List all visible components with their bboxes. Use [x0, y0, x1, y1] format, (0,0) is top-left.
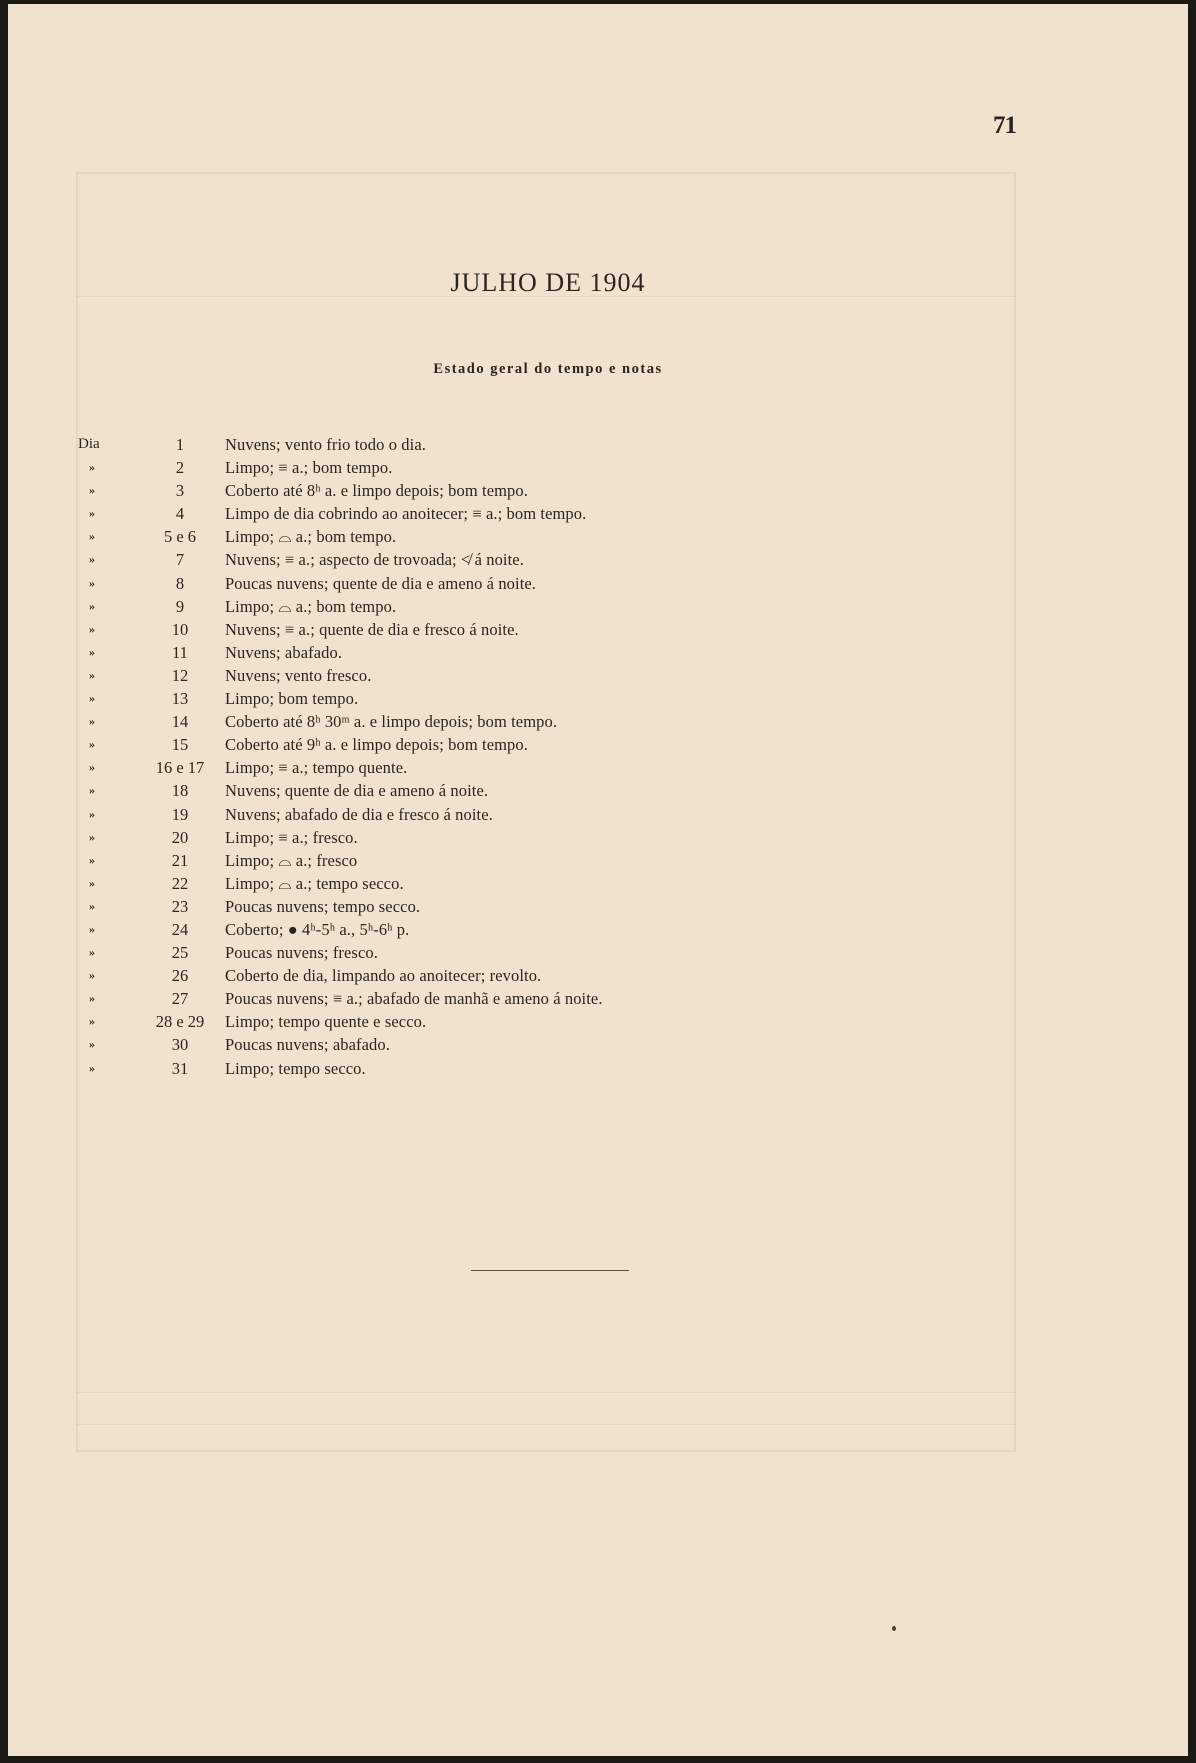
ditto-mark: » — [89, 506, 95, 521]
ditto-mark: » — [89, 991, 95, 1006]
list-item — [78, 941, 978, 964]
list-item — [78, 572, 978, 595]
ditto-mark: » — [89, 529, 95, 544]
paper-speck — [892, 1626, 896, 1631]
day-number: 9 — [175, 596, 185, 616]
weather-note: Nuvens; abafado de dia e fresco á noite. — [225, 804, 493, 824]
list-item — [78, 964, 978, 987]
day-number: 30 — [171, 1035, 189, 1055]
day-number: 7 — [175, 550, 185, 570]
weather-note: Limpo; ⌓ a.; bom tempo. — [225, 596, 397, 616]
day-number: 18 — [171, 781, 189, 801]
ditto-mark: » — [89, 575, 95, 590]
list-item — [78, 826, 978, 849]
ditto-mark: » — [89, 945, 95, 960]
day-number: 20 — [171, 827, 189, 847]
weather-note: Poucas nuvens; quente de dia e ameno á noite. — [225, 573, 537, 593]
weather-note: Coberto de dia, limpando ao anoitecer; revolto. — [225, 966, 542, 986]
page-number: 71 — [993, 112, 1016, 139]
list-item — [78, 687, 978, 710]
ditto-mark: » — [89, 829, 95, 844]
ditto-mark: » — [89, 898, 95, 913]
day-number: 8 — [175, 573, 185, 593]
ditto-mark: » — [89, 483, 95, 498]
weather-note: Poucas nuvens; ≡ a.; abafado de manhã e ameno á noite. — [225, 989, 603, 1009]
ditto-mark: » — [89, 598, 95, 613]
ditto-mark: » — [89, 760, 95, 775]
ditto-mark: » — [89, 1060, 95, 1075]
list-item — [78, 456, 978, 479]
day-number: 16 e 17 — [155, 758, 205, 778]
day-number: 1 — [175, 435, 185, 454]
list-item — [78, 502, 978, 525]
weather-note: Poucas nuvens; tempo secco. — [225, 896, 421, 916]
day-number: 12 — [171, 665, 189, 685]
weather-note: Limpo; ≡ a.; tempo quente. — [225, 758, 408, 778]
weather-note: Poucas nuvens; fresco. — [225, 943, 378, 963]
ditto-mark: » — [89, 737, 95, 752]
list-item — [78, 779, 978, 802]
document-page — [8, 4, 1188, 1756]
day-number: 2 — [175, 458, 185, 478]
weather-notes-list — [78, 433, 978, 1080]
list-item — [78, 987, 978, 1010]
weather-note: Limpo; ⌓ a.; bom tempo. — [225, 527, 397, 547]
ditto-mark: » — [89, 1037, 95, 1052]
weather-note: Limpo; tempo secco. — [225, 1058, 366, 1078]
weather-note: Limpo; tempo quente e secco. — [225, 1012, 427, 1032]
list-item — [78, 433, 978, 456]
weather-note: Nuvens; ≡ a.; aspecto de trovoada; ≮ á noite. — [225, 550, 524, 570]
list-item — [78, 733, 978, 756]
list-item — [78, 641, 978, 664]
day-number: 28 e 29 — [155, 1012, 205, 1032]
list-item — [78, 849, 978, 872]
list-item — [78, 618, 978, 641]
ditto-mark: » — [89, 621, 95, 636]
weather-note: Nuvens; vento frio todo o dia. — [225, 435, 426, 454]
day-number: 5 e 6 — [163, 527, 197, 547]
day-number: 14 — [171, 712, 189, 732]
list-item — [78, 872, 978, 895]
day-number: 22 — [171, 873, 189, 893]
ditto-mark: » — [89, 875, 95, 890]
ditto-mark: » — [89, 644, 95, 659]
day-number: 15 — [171, 735, 189, 755]
weather-note: Nuvens; quente de dia e ameno á noite. — [225, 781, 489, 801]
list-item — [78, 756, 978, 779]
weather-note: Limpo; bom tempo. — [225, 689, 359, 709]
day-number: 3 — [175, 481, 185, 501]
list-item — [78, 525, 978, 548]
weather-note: Limpo; ≡ a.; bom tempo. — [225, 458, 393, 478]
weather-note: Limpo de dia cobrindo ao anoitecer; ≡ a.; bom tempo. — [225, 504, 587, 524]
weather-note: Coberto até 8ʰ 30ᵐ a. e limpo depois; bom tempo. — [225, 712, 558, 732]
list-item — [78, 1057, 978, 1080]
list-item — [78, 1010, 978, 1033]
day-number: 10 — [171, 619, 189, 639]
ditto-mark: » — [89, 667, 95, 682]
weather-note: Coberto; ● 4ʰ-5ʰ a., 5ʰ-6ʰ p. — [225, 919, 410, 939]
list-item — [78, 595, 978, 618]
show-through-line — [76, 1424, 1016, 1425]
day-number: 27 — [171, 989, 189, 1009]
day-number: 26 — [171, 966, 189, 986]
list-item — [78, 479, 978, 502]
weather-note: Nuvens; vento fresco. — [225, 665, 372, 685]
ditto-mark: » — [89, 806, 95, 821]
weather-note: Coberto até 9ʰ a. e limpo depois; bom tempo. — [225, 735, 528, 755]
list-item — [78, 664, 978, 687]
weather-note: Nuvens; ≡ a.; quente de dia e fresco á noite. — [225, 619, 519, 639]
day-number: 13 — [171, 689, 189, 709]
ditto-mark: » — [89, 783, 95, 798]
day-number: 4 — [175, 504, 185, 524]
weather-note: Limpo; ⌓ a.; tempo secco. — [225, 873, 404, 893]
day-number: 11 — [172, 642, 188, 662]
day-number: 31 — [171, 1058, 189, 1078]
list-item — [78, 918, 978, 941]
ditto-mark: » — [89, 1014, 95, 1029]
weather-note: Coberto até 8ʰ a. e limpo depois; bom tempo. — [225, 481, 528, 501]
list-item — [78, 548, 978, 571]
ditto-mark: » — [89, 968, 95, 983]
day-number: 21 — [171, 850, 189, 870]
ditto-mark: » — [89, 552, 95, 567]
weather-note: Nuvens; abafado. — [225, 642, 343, 662]
ditto-mark: » — [89, 691, 95, 706]
list-item — [78, 710, 978, 733]
list-item — [78, 803, 978, 826]
weather-note: Poucas nuvens; abafado. — [225, 1035, 390, 1055]
ditto-mark: » — [89, 852, 95, 867]
day-number: 23 — [171, 896, 189, 916]
day-number: 24 — [171, 919, 189, 939]
section-subtitle: Estado geral do tempo e notas — [433, 361, 663, 377]
day-number: 19 — [171, 804, 189, 824]
closing-rule — [471, 1270, 629, 1271]
page-title: JULHO DE 1904 — [450, 268, 646, 297]
day-label: Dia — [78, 436, 100, 452]
weather-note: Limpo; ≡ a.; fresco. — [225, 827, 358, 847]
weather-note: Limpo; ⌓ a.; fresco — [225, 850, 358, 870]
ditto-mark: » — [89, 921, 95, 936]
ditto-mark: » — [89, 714, 95, 729]
list-item — [78, 895, 978, 918]
ditto-mark: » — [89, 460, 95, 475]
list-item — [78, 1033, 978, 1056]
show-through-line — [76, 1392, 1016, 1393]
day-number: 25 — [171, 943, 189, 963]
